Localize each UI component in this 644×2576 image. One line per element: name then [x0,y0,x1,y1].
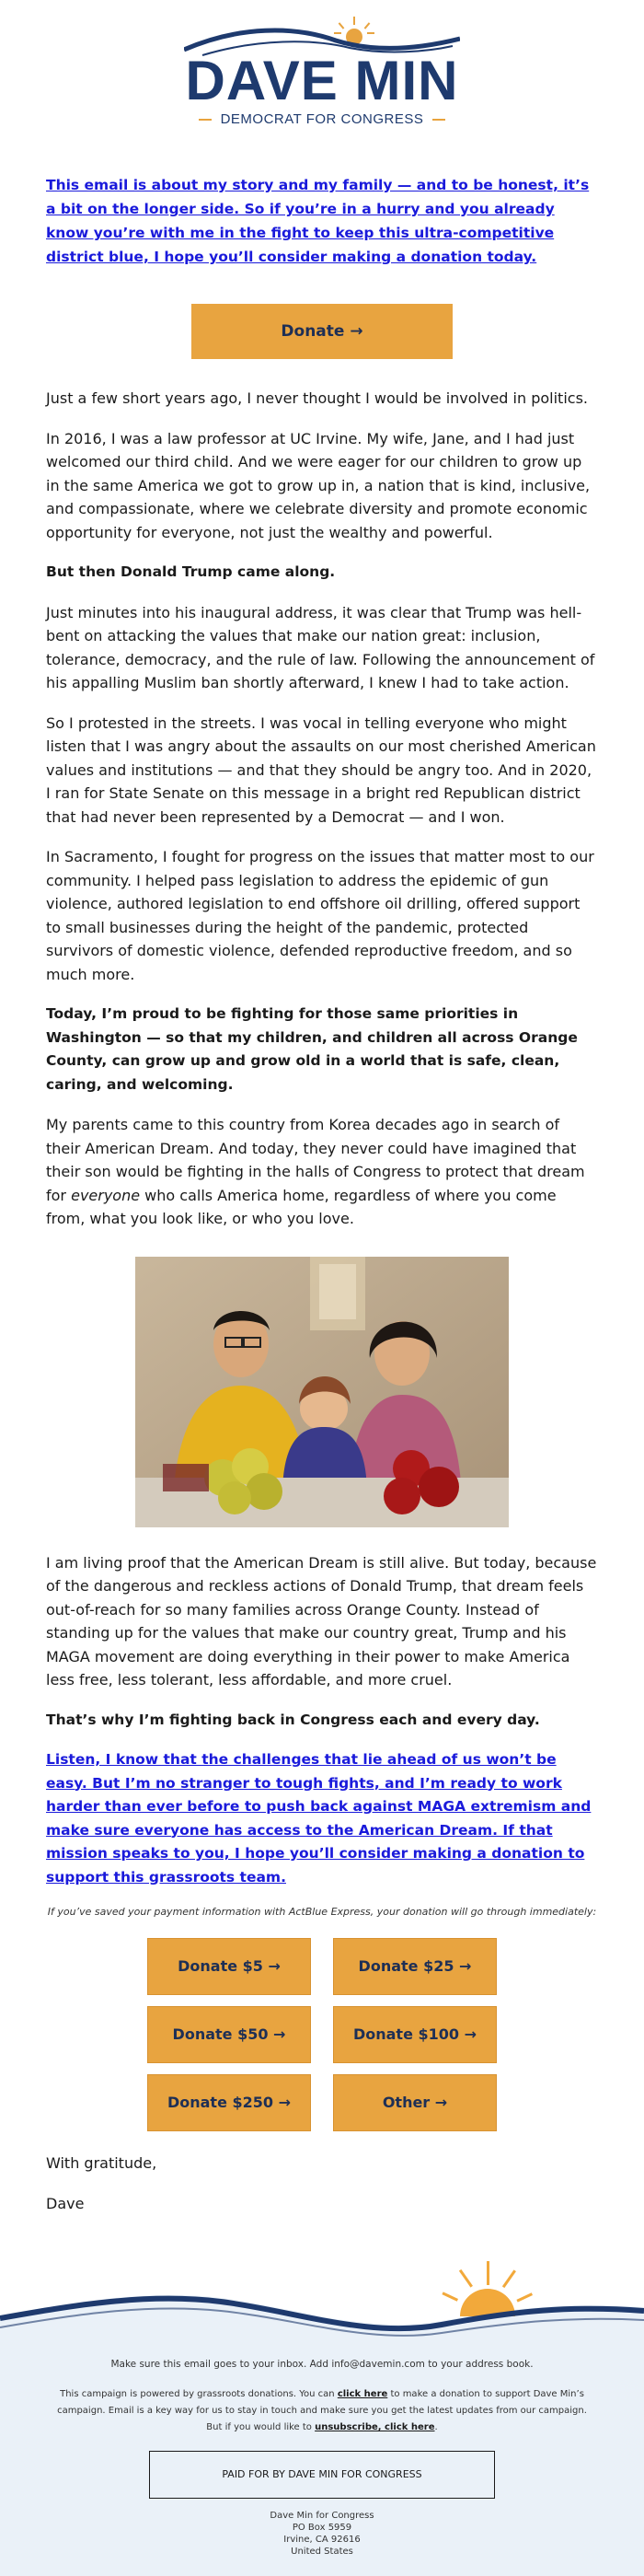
paragraph-1: Just a few short years ago, I never thought I would be involved in politics. [46,389,588,407]
tagline-rule-right [432,119,445,121]
email-body [0,173,644,2215]
powered-text-b: to make a donation to support Dave Min’s campaign. Email is a key way for us to stay in touch and make sure you get the latest updates from our campaign. But if you would like to [57,2389,587,2432]
mailing-address [0,2510,644,2558]
intro-donate-link[interactable]: This email is about my story and my family — and to be honest, it’s a bit on the longer side. So if you’re in a hurry and you already know you’re with me in the fight to keep this ultra-competitive district blue, I hope you’ll consider making a donation today. [46,177,590,265]
paragraph-6: In Sacramento, I fought for progress on the issues that matter most to our community. I helped pass legislation to address the epidemic of gun violence, authored legislation to end offshore oil drilling, offered support to small businesses during the height of the pandemic, protected survivors of domestic violence, defended reproductive freedom, and so much more. [46,848,594,983]
footer-wave-sun-icon [0,2252,644,2346]
address-line: PO Box 5959 [292,2523,352,2533]
address-line: Irvine, CA 92616 [283,2535,361,2545]
signoff: With gratitude, [46,2154,157,2172]
inbox-note: Make sure this email goes to your inbox. Add info@davemin.com to your address book. [110,2359,534,2370]
address-line: United States [291,2547,353,2557]
paragraph-8 [46,1113,598,1231]
paragraph-8-start: My parents came to this country from Korea decades ago in search of their American Dream. And today, they never could have imagined that their son would be fighting in the halls of Congress to protect that dream for [46,1116,585,1204]
family-photo-illustration [135,1257,509,1527]
tagline-text: DEMOCRAT FOR CONGRESS [220,111,424,127]
paragraph-5: So I protested in the streets. I was vocal in telling everyone who might listen that I was angry about the assaults on our most cherished American values and institutions — and that they should be angry too. And in 2020, I ran for State Senate on this message in a bright red Republican district that had never been represented by a Democrat — and I won. [46,714,596,826]
paragraph-3: But then Donald Trump came along. [46,563,336,580]
address-line: Dave Min for Congress [270,2511,374,2521]
tagline [0,111,644,128]
paragraph-4: Just minutes into his inaugural address, it was clear that Trump was hell-bent on attacking the values that make our nation great: inclusion, tolerance, democracy, and the rule of law. Following the announcement of his appalling Muslim ban shortly afterward, I knew I had to take action. [46,603,595,691]
signature: Dave [46,2194,85,2212]
family-photo [135,1257,509,1527]
donate-5-button[interactable]: Donate $5 → [147,1938,311,1995]
donate-100-button[interactable]: Donate $100 → [333,2006,497,2063]
paragraph-8-end: who calls America home, regardless of where you come from, what you look like, or who you love. [46,1186,557,1227]
paragraph-7: Today, I’m proud to be fighting for those same priorities in Washington — so that my children, and children all across Orange County, can grow up and grow old in a world that is safe, clean, caring, and welcoming. [46,1005,578,1093]
powered-text-a: This campaign is powered by grassroots donations. You can [60,2389,338,2399]
footer [0,2252,644,2576]
donate-other-button[interactable]: Other → [333,2074,497,2131]
powered-text-c: . [434,2422,438,2432]
paragraph-8-emphasis: everyone [71,1186,141,1204]
tagline-rule-left [199,119,212,121]
unsubscribe-link[interactable]: unsubscribe, click here [315,2422,435,2432]
actblue-express-note: If you’ve saved your payment information with ActBlue Express, your donation will go through immediately: [47,1906,597,1918]
donate-25-button[interactable]: Donate $25 → [333,1938,497,1995]
campaign-logo [0,0,644,129]
donate-250-button[interactable]: Donate $250 → [147,2074,311,2131]
powered-by-note [57,2386,587,2436]
paid-for-disclaimer: PAID FOR BY DAVE MIN FOR CONGRESS [149,2451,495,2499]
click-here-link[interactable]: click here [337,2389,388,2399]
paragraph-10: That’s why I’m fighting back in Congress each and every day. [46,1711,540,1728]
donate-button[interactable]: Donate → [191,304,453,359]
paragraph-2: In 2016, I was a law professor at UC Irvine. My wife, Jane, and I had just welcomed our third child. And we were eager for our children to grow up in the same America we got to grow up in, a nation that is kind, inclusive, and compassionate, where we celebrate diversity and promote economic opportunity for everyone, not just the wealthy and powerful. [46,429,591,541]
cta-donate-link[interactable]: Listen, I know that the challenges that lie ahead of us won’t be easy. But I’m no stranger to tough fights, and I’m ready to work harder than ever before to push back against MAGA extremism and make sure everyone has access to the American Dream. If that mission speaks to you, I hope you’ll consider making a donation to support this grassroots team. [46,1751,592,1886]
donate-50-button[interactable]: Donate $50 → [147,2006,311,2063]
paragraph-9: I am living proof that the American Dream is still alive. But today, because of the dangerous and reckless actions of Donald Trump, that dream feels out-of-reach for so many families across Orange County. Instead of standing up for the values that make our country great, Trump and his MAGA movement are doing everything in their power to make America less free, less tolerant, less affordable, and more cruel. [46,1553,597,1688]
candidate-name: DAVE MIN [185,50,459,111]
donation-amount-grid [147,1938,497,2131]
